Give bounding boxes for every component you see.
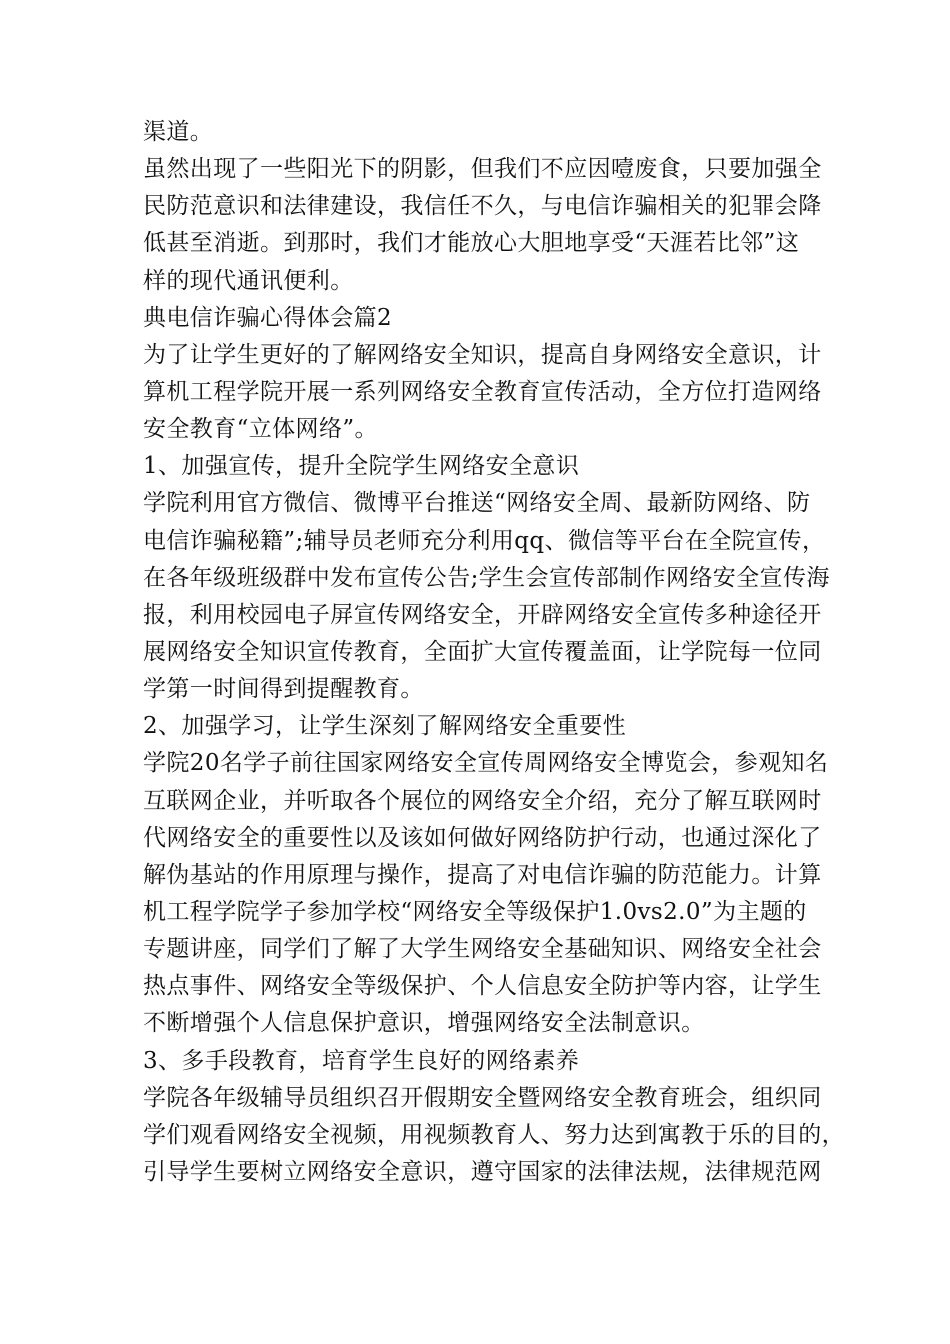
- text-line: 展网络安全知识宣传教育，全面扩大宣传覆盖面，让学院每一位同: [143, 638, 822, 665]
- text-line: 互联网企业，并听取各个展位的网络安全介绍，充分了解互联网时: [143, 787, 822, 814]
- text-line: 渠道。: [143, 119, 214, 145]
- text-line: 学们观看网络安全视频，用视频教育人、努力达到寓教于乐的目的，: [143, 1121, 845, 1148]
- text-line: 安全教育“立体网络”。: [143, 416, 378, 443]
- section-heading: 3、多手段教育，培育学生良好的网络素养: [143, 1047, 580, 1074]
- section-heading: 2、加强学习，让学生深刻了解网络安全重要性: [143, 713, 627, 740]
- text-line: 样的现代通讯便利。: [143, 267, 354, 294]
- text-line: 不断增强个人信息保护意识，增强网络安全法制意识。: [143, 1010, 705, 1037]
- text-line: 机工程学院学子参加学校“网络安全等级保护1.0vs2.0”为主题的: [143, 898, 807, 925]
- text-line: 解伪基站的作用原理与操作，提高了对电信诈骗的防范能力。计算: [143, 861, 822, 888]
- text-line: 热点事件、网络安全等级保护、个人信息安全防护等内容，让学生: [143, 973, 822, 1000]
- text-line: 引导学生要树立网络安全意识，遵守国家的法律法规，法律规范网: [143, 1158, 822, 1185]
- text-line: 低甚至消逝。到那时，我们才能放心大胆地享受“天涯若比邻”这: [143, 230, 800, 257]
- text-line: 学院利用官方微信、微博平台推送“网络安全周、最新防网络、防: [143, 490, 811, 517]
- text-line: 学第一时间得到提醒教育。: [143, 676, 424, 703]
- text-line: 虽然出现了一些阳光下的阴影，但我们不应因噎废食，只要加强全: [143, 156, 822, 183]
- text-line: 学院各年级辅导员组织召开假期安全暨网络安全教育班会，组织同: [143, 1084, 822, 1111]
- text-line: 电信诈骗秘籍”;辅导员老师充分利用qq、微信等平台在全院宣传，: [143, 527, 826, 554]
- section-title: 典电信诈骗心得体会篇2: [143, 304, 393, 331]
- text-line: 民防范意识和法律建设，我信任不久，与电信诈骗相关的犯罪会降: [143, 193, 822, 220]
- section-heading: 1、加强宣传，提升全院学生网络安全意识: [143, 453, 580, 480]
- text-line: 学院20名学子前往国家网络安全宣传周网络安全博览会，参观知名: [143, 750, 829, 777]
- text-line: 在各年级班级群中发布宣传公告;学生会宣传部制作网络安全宣传海: [143, 564, 830, 591]
- text-line: 代网络安全的重要性以及该如何做好网络防护行动，也通过深化了: [143, 824, 822, 851]
- text-line: 为了让学生更好的了解网络安全知识，提高自身网络安全意识，计: [143, 341, 822, 368]
- text-line: 专题讲座，同学们了解了大学生网络安全基础知识、网络安全社会: [143, 936, 822, 963]
- text-line: 报，利用校园电子屏宣传网络安全，开辟网络安全宣传多种途径开: [143, 601, 822, 628]
- text-line: 算机工程学院开展一系列网络安全教育宣传活动，全方位打造网络: [143, 378, 822, 405]
- document-body: [143, 114, 845, 1191]
